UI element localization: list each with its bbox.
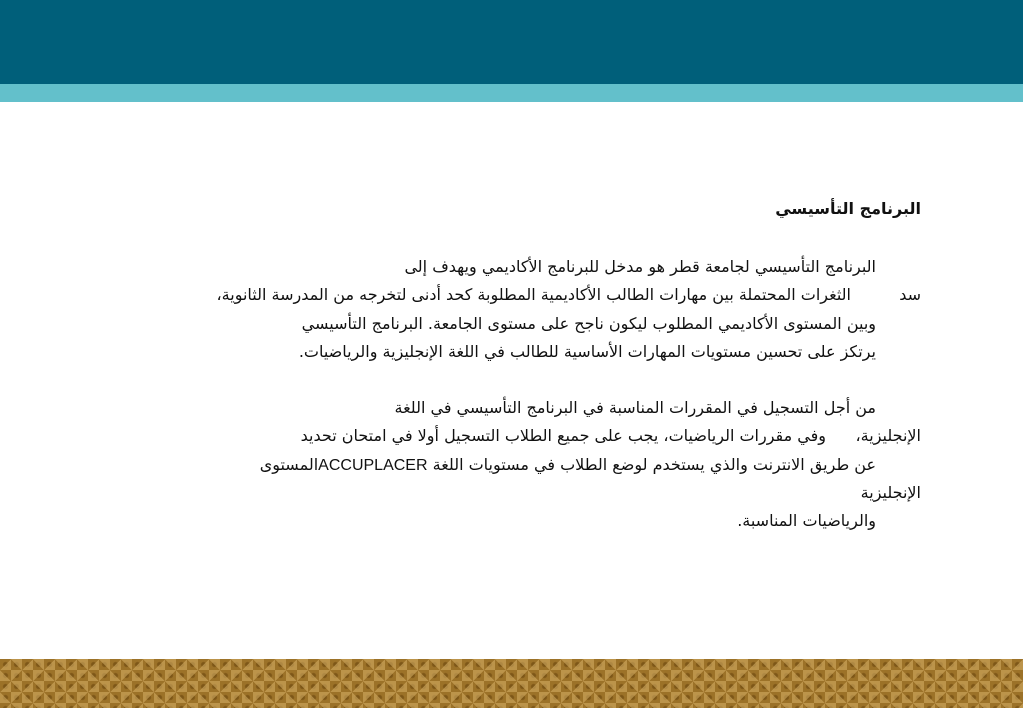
footer-pattern-band bbox=[0, 659, 1023, 708]
paragraph2-line2-start: الإنجليزية، bbox=[855, 426, 921, 445]
paragraph1-line2-prefix: سد bbox=[899, 285, 921, 304]
paragraph1-line3: وبين المستوى الأكاديمي المطلوب ليكون ناجح على مستوى الجامعة. البرنامج التأسيسي bbox=[301, 314, 876, 333]
paragraph2-line3-text: عن طريق الانترنت والذي يستخدم لوضع الطلاب في مستويات اللغة bbox=[432, 455, 876, 474]
slide-title: البرنامج التأسيسي bbox=[775, 199, 921, 218]
accuplacer-term: ACCUPLACER bbox=[318, 457, 428, 474]
paragraph2-line2-rest: وفي مقررات الرياضيات، يجب على جميع الطلاب التسجيل أولا في امتحان تحديد bbox=[300, 426, 826, 445]
paragraph2-line3 bbox=[260, 455, 876, 476]
paragraph1-line1: البرنامج التأسيسي لجامعة قطر هو مدخل للبرنامج الأكاديمي ويهدف إلى bbox=[404, 257, 876, 276]
paragraph2-line1: من أجل التسجيل في المقررات المناسبة في البرنامج التأسيسي في اللغة bbox=[394, 398, 876, 417]
paragraph2-line3-end: المستوى bbox=[259, 455, 319, 474]
paragraph1-line2: الثغرات المحتملة بين مهارات الطالب الأكاديمية المطلوبة كحد أدنى لتخرجه من المدرسة الثانوية، bbox=[216, 285, 851, 304]
paragraph1-line4: يرتكز على تحسين مستويات المهارات الأساسية للطالب في اللغة الإنجليزية والرياضيات. bbox=[298, 342, 876, 361]
paragraph2-line4: الإنجليزية bbox=[860, 483, 921, 502]
paragraph2-line5: والرياضيات المناسبة. bbox=[737, 511, 876, 530]
